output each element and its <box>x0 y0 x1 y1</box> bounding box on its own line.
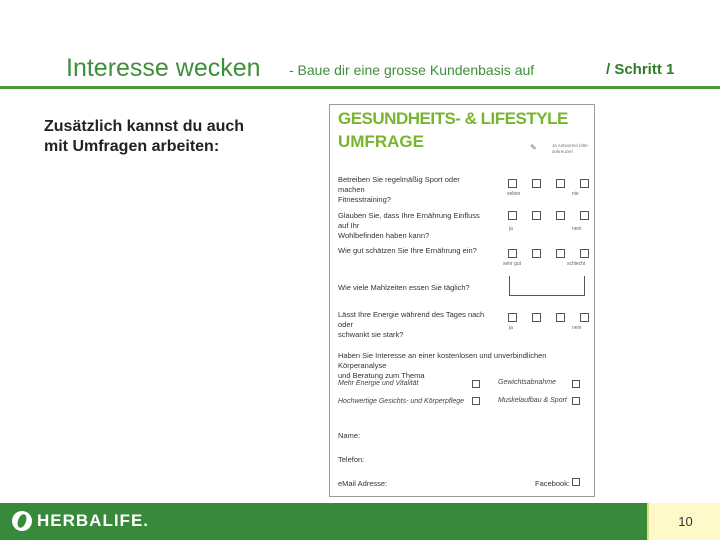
rating-checkbox[interactable] <box>508 179 517 188</box>
question-text: Lässt Ihre Energie während des Tages nach oder <box>338 310 485 329</box>
rating-checkbox[interactable] <box>580 249 589 258</box>
question-text: Glauben Sie, dass Ihre Ernährung Einfluss auf Ihr <box>338 211 480 230</box>
survey-question-2 <box>338 211 488 241</box>
rating-checkbox[interactable] <box>508 249 517 258</box>
option-weight-loss-checkbox[interactable] <box>572 380 580 388</box>
leaf-icon <box>12 511 32 531</box>
title-subtitle: - Baue dir eine grosse Kundenbasis auf <box>289 62 535 78</box>
rating-checkbox[interactable] <box>532 211 541 220</box>
title-step: / Schritt 1 <box>606 61 675 78</box>
scale-low-label: sehr gut <box>503 261 522 267</box>
option-muscle-sport: Muskelaufbau & Sport <box>498 397 567 404</box>
pen-icon: ✎ <box>530 143 537 152</box>
rating-boxes <box>508 249 589 258</box>
scale-low-label: selten <box>507 191 521 197</box>
brand-name: HERBALIFE. <box>37 511 149 530</box>
option-skin-care-checkbox[interactable] <box>472 397 480 405</box>
survey-form-image <box>329 104 595 497</box>
survey-title-line-1: GESUNDHEITS- & LIFESTYLE <box>338 109 568 128</box>
scale-high-label: nein <box>572 325 582 331</box>
rating-boxes <box>508 179 589 188</box>
footer-bar <box>0 503 720 540</box>
rating-checkbox[interactable] <box>532 179 541 188</box>
name-field-label: Name: <box>338 431 361 440</box>
rating-checkbox[interactable] <box>556 211 565 220</box>
question-text: Betreiben Sie regelmäßig Sport oder machen <box>338 175 460 194</box>
rating-checkbox[interactable] <box>508 211 517 220</box>
survey-hint: Ja Antworten bitte ankreuzen <box>552 143 588 154</box>
interest-text: und Beratung zum Thema <box>338 371 425 380</box>
rating-checkbox[interactable] <box>508 313 517 322</box>
option-energy: Mehr Energie und Vitalität <box>338 380 419 387</box>
interest-question <box>338 351 588 381</box>
rating-checkbox[interactable] <box>580 179 589 188</box>
rating-checkbox[interactable] <box>580 211 589 220</box>
option-muscle-sport-checkbox[interactable] <box>572 397 580 405</box>
intro-line-1: Zusätzlich kannst du auch <box>44 118 245 135</box>
rating-boxes <box>508 313 589 322</box>
rating-checkbox[interactable] <box>556 179 565 188</box>
title-main: Interesse wecken <box>66 54 261 82</box>
meals-answer-field[interactable] <box>509 276 585 296</box>
survey-question-1 <box>338 175 488 205</box>
rating-checkbox[interactable] <box>580 313 589 322</box>
survey-question-4 <box>338 283 488 293</box>
survey-question-5 <box>338 310 488 340</box>
interest-text: Haben Sie Interesse an einer kostenlosen und unverbindlichen Körperanalyse <box>338 351 547 370</box>
survey-title-line-2: UMFRAGE <box>338 132 424 151</box>
facebook-checkbox[interactable] <box>572 478 580 486</box>
question-text: schwankt sie stark? <box>338 330 404 339</box>
rating-checkbox[interactable] <box>556 313 565 322</box>
email-field-label: eMail Adresse: <box>338 479 388 488</box>
phone-field-label: Telefon: <box>338 455 365 464</box>
page-number-box <box>647 503 720 540</box>
scale-low-label: ja <box>509 325 513 331</box>
rating-checkbox[interactable] <box>532 249 541 258</box>
survey-question-3 <box>338 246 488 256</box>
facebook-field-label: Facebook: <box>535 479 571 488</box>
question-text: Wie viele Mahlzeiten essen Sie täglich? <box>338 283 470 292</box>
rating-checkbox[interactable] <box>532 313 541 322</box>
question-text: Wie gut schätzen Sie Ihre Ernährung ein? <box>338 246 477 255</box>
option-energy-checkbox[interactable] <box>472 380 480 388</box>
herbalife-logo <box>12 511 149 531</box>
scale-high-label: nie <box>572 191 579 197</box>
scale-high-label: schlecht <box>567 261 586 267</box>
question-text: Wohlbefinden haben kann? <box>338 231 430 240</box>
question-text: Fitnesstraining? <box>338 195 391 204</box>
rating-checkbox[interactable] <box>556 249 565 258</box>
intro-line-2: mit Umfragen arbeiten: <box>44 138 220 155</box>
scale-low-label: ja <box>509 226 513 232</box>
intro-text <box>44 117 284 157</box>
page-number: 10 <box>678 514 693 529</box>
option-weight-loss: Gewichtsabnahme <box>498 379 556 386</box>
title-divider <box>0 86 720 89</box>
option-skin-care: Hochwertige Gesichts- und Körperpflege <box>338 398 465 405</box>
scale-high-label: nein <box>572 226 582 232</box>
rating-boxes <box>508 211 589 220</box>
